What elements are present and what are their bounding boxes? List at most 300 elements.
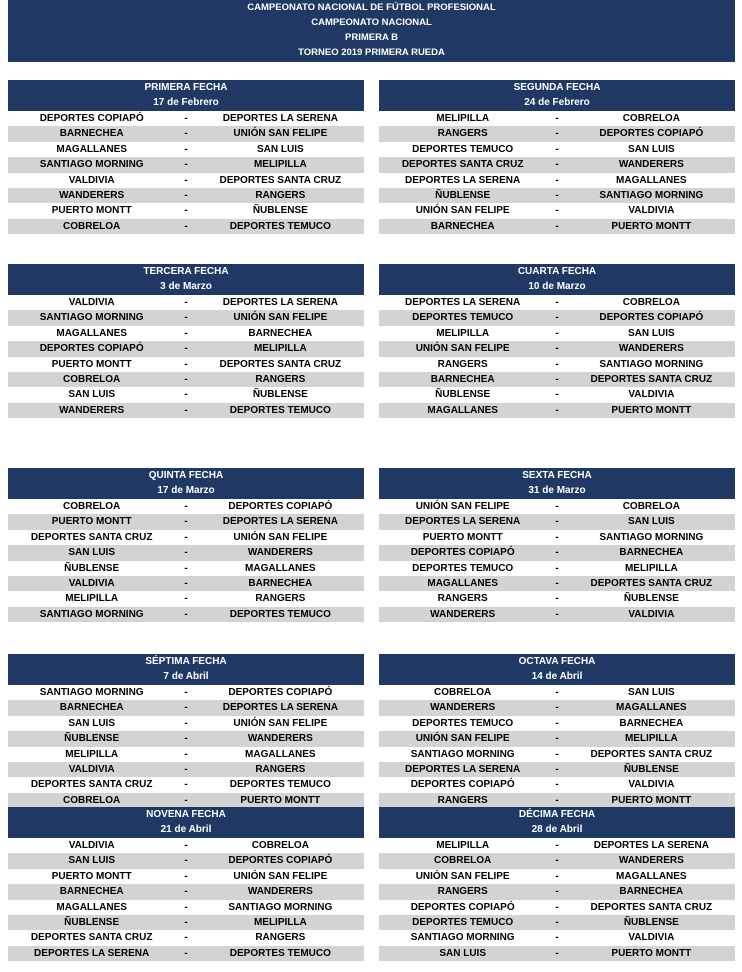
home-team: DEPORTES LA SERENA (34, 947, 150, 959)
fecha-title: QUINTA FECHA (148, 470, 224, 481)
separator: - (555, 593, 559, 605)
home-team: PUERTO MONTT (51, 516, 132, 528)
home-team: SANTIAGO MORNING (39, 159, 144, 171)
away-team: DEPORTES SANTA CRUZ (590, 373, 713, 385)
away-team: VALDIVIA (628, 932, 675, 944)
match-row (379, 126, 735, 141)
fecha-header (379, 468, 735, 499)
away-team: ÑUBLENSE (252, 389, 308, 401)
away-team: MAGALLANES (245, 748, 316, 760)
separator: - (184, 840, 188, 851)
separator: - (555, 733, 559, 745)
separator: - (184, 343, 188, 355)
match-list (8, 685, 364, 808)
home-team: MELIPILLA (436, 327, 490, 339)
separator: - (555, 547, 559, 559)
home-team: DEPORTES LA SERENA (405, 763, 521, 775)
away-team: RANGERS (255, 189, 306, 201)
home-team: DEPORTES LA SERENA (405, 516, 521, 528)
home-team: DEPORTES TEMUCO (412, 717, 514, 729)
away-team: BARNECHEA (248, 577, 313, 589)
separator: - (184, 702, 188, 714)
separator: - (184, 389, 188, 401)
separator: - (184, 531, 188, 543)
home-team: MELIPILLA (65, 593, 119, 605)
fecha-header (379, 654, 735, 685)
match-row (8, 295, 364, 310)
home-team: DEPORTES COPIAPÓ (410, 547, 515, 559)
fecha-block (8, 80, 364, 234)
match-row (379, 731, 735, 746)
fecha-title: OCTAVA FECHA (518, 656, 596, 667)
fecha-title: SEGUNDA FECHA (513, 82, 601, 93)
match-row (8, 545, 364, 560)
match-row (379, 219, 735, 234)
home-team: WANDERERS (59, 404, 125, 416)
match-row (379, 716, 735, 731)
home-team: ÑUBLENSE (64, 562, 120, 574)
separator: - (184, 358, 188, 370)
match-row (379, 111, 735, 126)
away-team: DEPORTES LA SERENA (222, 297, 338, 308)
away-team: PUERTO MONTT (240, 794, 321, 806)
separator: - (555, 870, 559, 882)
separator: - (184, 547, 188, 559)
separator: - (184, 947, 188, 959)
fecha-block (379, 654, 735, 808)
separator: - (555, 174, 559, 186)
away-team: COBRELOA (251, 840, 309, 851)
fecha-block (8, 468, 364, 622)
separator: - (184, 516, 188, 528)
fecha-date: 17 de Febrero (153, 97, 219, 108)
home-team: DEPORTES TEMUCO (412, 312, 514, 324)
home-team: UNIÓN SAN FELIPE (415, 205, 510, 217)
match-row (379, 777, 735, 792)
fecha-block (8, 264, 364, 418)
match-row (379, 530, 735, 545)
away-team: SAN LUIS (627, 143, 675, 155)
away-team: DEPORTES COPIAPÓ (228, 855, 333, 867)
fecha-title: CUARTA FECHA (517, 266, 597, 277)
match-row (8, 219, 364, 234)
match-list (8, 838, 364, 961)
home-team: ÑUBLENSE (64, 733, 120, 745)
away-team: SAN LUIS (256, 143, 304, 155)
away-team: DEPORTES TEMUCO (229, 220, 331, 232)
separator: - (555, 516, 559, 528)
separator: - (555, 531, 559, 543)
separator: - (555, 343, 559, 355)
away-team: WANDERERS (618, 855, 684, 867)
separator: - (184, 763, 188, 775)
match-row (379, 142, 735, 157)
separator: - (184, 297, 188, 308)
away-team: PUERTO MONTT (611, 794, 692, 806)
away-team: PUERTO MONTT (611, 220, 692, 232)
away-team: VALDIVIA (628, 608, 675, 620)
match-list (8, 295, 364, 418)
match-row (8, 326, 364, 341)
fecha-block (379, 264, 735, 418)
fecha-date: 3 de Marzo (160, 281, 212, 292)
match-row (379, 576, 735, 591)
separator: - (184, 593, 188, 605)
match-list (379, 111, 735, 234)
away-team: DEPORTES COPIAPÓ (228, 501, 333, 512)
fecha-date: 24 de Febrero (524, 97, 590, 108)
fecha-date: 17 de Marzo (157, 485, 215, 496)
match-row (379, 403, 735, 418)
away-team: PUERTO MONTT (611, 947, 692, 959)
match-row (379, 157, 735, 172)
home-team: SANTIAGO MORNING (39, 687, 144, 698)
home-team: SAN LUIS (68, 855, 115, 867)
away-team: BARNECHEA (619, 717, 684, 729)
fecha-header (379, 807, 735, 838)
home-team: UNIÓN SAN FELIPE (415, 343, 510, 355)
home-team: SANTIAGO MORNING (410, 748, 515, 760)
away-team: WANDERERS (247, 733, 313, 745)
document-header (8, 0, 735, 62)
match-row (379, 607, 735, 622)
fecha-header (379, 264, 735, 295)
separator: - (555, 297, 559, 308)
match-row (8, 188, 364, 203)
separator: - (555, 143, 559, 155)
separator: - (555, 327, 559, 339)
match-row (379, 310, 735, 325)
match-row (8, 793, 364, 808)
separator: - (184, 717, 188, 729)
home-team: MAGALLANES (427, 577, 498, 589)
home-team: UNIÓN SAN FELIPE (415, 870, 510, 882)
home-team: DEPORTES TEMUCO (412, 562, 514, 574)
separator: - (184, 794, 188, 806)
fecha-block (379, 80, 735, 234)
away-team: VALDIVIA (628, 389, 675, 401)
home-team: DEPORTES SANTA CRUZ (30, 779, 153, 791)
home-team: COBRELOA (63, 220, 121, 232)
match-row (379, 747, 735, 762)
separator: - (555, 855, 559, 867)
home-team: COBRELOA (63, 373, 121, 385)
away-team: SAN LUIS (627, 516, 675, 528)
home-team: SAN LUIS (68, 717, 115, 729)
match-row (8, 203, 364, 218)
match-list (8, 499, 364, 622)
away-team: RANGERS (255, 593, 306, 605)
home-team: WANDERERS (59, 189, 125, 201)
fecha-date: 28 de Abril (531, 824, 583, 835)
away-team: WANDERERS (618, 159, 684, 171)
match-row (379, 838, 735, 853)
home-team: DEPORTES COPIAPÓ (39, 343, 144, 355)
separator: - (555, 886, 559, 898)
fecha-header (8, 80, 364, 111)
home-team: PUERTO MONTT (51, 205, 132, 217)
separator: - (184, 113, 188, 124)
home-team: COBRELOA (434, 687, 492, 698)
home-team: BARNECHEA (430, 373, 495, 385)
match-row (379, 685, 735, 700)
match-row (8, 685, 364, 700)
separator: - (184, 886, 188, 898)
home-team: DEPORTES TEMUCO (412, 916, 514, 928)
away-team: RANGERS (255, 932, 306, 944)
match-row (8, 561, 364, 576)
separator: - (555, 779, 559, 791)
match-row (8, 700, 364, 715)
match-row (379, 357, 735, 372)
match-row (8, 747, 364, 762)
home-team: MELIPILLA (436, 840, 490, 851)
fecha-header (8, 468, 364, 499)
separator: - (555, 358, 559, 370)
home-team: VALDIVIA (68, 840, 115, 851)
home-team: COBRELOA (434, 855, 492, 867)
home-team: RANGERS (437, 128, 488, 140)
away-team: UNIÓN SAN FELIPE (233, 312, 328, 324)
home-team: DEPORTES SANTA CRUZ (30, 932, 153, 944)
separator: - (555, 763, 559, 775)
separator: - (555, 932, 559, 944)
away-team: MAGALLANES (245, 562, 316, 574)
home-team: BARNECHEA (430, 220, 495, 232)
match-row (8, 514, 364, 529)
match-row (379, 295, 735, 310)
match-row (379, 946, 735, 961)
away-team: BARNECHEA (619, 547, 684, 559)
home-team: DEPORTES SANTA CRUZ (401, 159, 524, 171)
fecha-title: PRIMERA FECHA (144, 82, 228, 93)
separator: - (555, 702, 559, 714)
match-row (8, 576, 364, 591)
separator: - (555, 840, 559, 851)
separator: - (184, 901, 188, 913)
match-row (8, 387, 364, 402)
fecha-date: 7 de Abril (163, 671, 209, 682)
match-row (379, 900, 735, 915)
match-row (379, 341, 735, 356)
fecha-header (8, 654, 364, 685)
home-team: PUERTO MONTT (422, 531, 503, 543)
home-team: DEPORTES LA SERENA (405, 297, 521, 308)
match-list (379, 295, 735, 418)
match-row (8, 126, 364, 141)
away-team: DEPORTES LA SERENA (222, 516, 338, 528)
away-team: RANGERS (255, 763, 306, 775)
away-team: SANTIAGO MORNING (228, 901, 333, 913)
match-row (379, 793, 735, 808)
separator: - (184, 733, 188, 745)
away-team: COBRELOA (622, 501, 680, 512)
away-team: MAGALLANES (616, 702, 687, 714)
home-team: RANGERS (437, 794, 488, 806)
separator: - (555, 577, 559, 589)
fecha-header (379, 80, 735, 111)
home-team: VALDIVIA (68, 763, 115, 775)
home-team: DEPORTES TEMUCO (412, 143, 514, 155)
away-team: DEPORTES LA SERENA (593, 840, 709, 851)
away-team: DEPORTES TEMUCO (229, 404, 331, 416)
fecha-title: SEXTA FECHA (522, 470, 592, 481)
separator: - (555, 159, 559, 171)
away-team: COBRELOA (622, 113, 680, 124)
separator: - (555, 205, 559, 217)
home-team: COBRELOA (63, 794, 121, 806)
home-team: UNIÓN SAN FELIPE (415, 733, 510, 745)
match-row (8, 900, 364, 915)
away-team: UNIÓN SAN FELIPE (233, 531, 328, 543)
away-team: DEPORTES COPIAPÓ (228, 687, 333, 698)
away-team: MELIPILLA (253, 916, 307, 928)
match-row (8, 731, 364, 746)
match-row (8, 869, 364, 884)
away-team: WANDERERS (618, 343, 684, 355)
home-team: SANTIAGO MORNING (410, 932, 515, 944)
match-row (8, 946, 364, 961)
match-row (8, 884, 364, 899)
match-row (8, 157, 364, 172)
match-list (379, 838, 735, 961)
separator: - (555, 128, 559, 140)
separator: - (184, 373, 188, 385)
match-row (379, 326, 735, 341)
away-team: DEPORTES SANTA CRUZ (219, 358, 342, 370)
match-row (379, 915, 735, 930)
match-list (379, 685, 735, 808)
separator: - (555, 189, 559, 201)
match-row (8, 762, 364, 777)
away-team: DEPORTES SANTA CRUZ (590, 901, 713, 913)
home-team: RANGERS (437, 358, 488, 370)
separator: - (184, 128, 188, 140)
away-team: RANGERS (255, 373, 306, 385)
away-team: VALDIVIA (628, 205, 675, 217)
home-team: ÑUBLENSE (435, 189, 491, 201)
separator: - (184, 577, 188, 589)
match-row (8, 357, 364, 372)
away-team: PUERTO MONTT (611, 404, 692, 416)
away-team: UNIÓN SAN FELIPE (233, 870, 328, 882)
away-team: DEPORTES TEMUCO (229, 779, 331, 791)
home-team: DEPORTES LA SERENA (405, 174, 521, 186)
match-row (8, 930, 364, 945)
away-team: DEPORTES SANTA CRUZ (590, 748, 713, 760)
away-team: UNIÓN SAN FELIPE (233, 717, 328, 729)
separator: - (184, 608, 188, 620)
match-row (379, 561, 735, 576)
match-row (8, 310, 364, 325)
match-row (379, 545, 735, 560)
home-team: BARNECHEA (59, 128, 124, 140)
separator: - (184, 327, 188, 339)
home-team: SAN LUIS (68, 547, 115, 559)
away-team: DEPORTES COPIAPÓ (599, 128, 704, 140)
away-team: MELIPILLA (253, 343, 307, 355)
home-team: MAGALLANES (56, 327, 127, 339)
match-row (379, 514, 735, 529)
separator: - (184, 404, 188, 416)
fecha-title: DÉCIMA FECHA (518, 809, 596, 820)
home-team: WANDERERS (430, 702, 496, 714)
away-team: ÑUBLENSE (252, 205, 308, 217)
separator: - (555, 947, 559, 959)
separator: - (555, 916, 559, 928)
match-row (379, 372, 735, 387)
away-team: MAGALLANES (616, 174, 687, 186)
separator: - (555, 113, 559, 124)
match-row (8, 403, 364, 418)
match-row (379, 387, 735, 402)
match-row (8, 142, 364, 157)
separator: - (555, 389, 559, 401)
separator: - (555, 901, 559, 913)
match-row (8, 530, 364, 545)
fecha-block (379, 468, 735, 622)
separator: - (184, 855, 188, 867)
home-team: MAGALLANES (56, 901, 127, 913)
away-team: SANTIAGO MORNING (599, 189, 704, 201)
away-team: ÑUBLENSE (623, 763, 679, 775)
match-row (379, 203, 735, 218)
separator: - (555, 373, 559, 385)
match-row (8, 591, 364, 606)
home-team: ÑUBLENSE (435, 389, 491, 401)
separator: - (555, 562, 559, 574)
separator: - (555, 748, 559, 760)
match-list (8, 111, 364, 234)
away-team: DEPORTES TEMUCO (229, 608, 331, 620)
away-team: MELIPILLA (624, 733, 678, 745)
separator: - (184, 748, 188, 760)
header-line: CAMPEONATO NACIONAL (311, 17, 432, 28)
separator: - (184, 687, 188, 698)
fecha-title: NOVENA FECHA (146, 809, 226, 820)
away-team: MAGALLANES (616, 870, 687, 882)
away-team: ÑUBLENSE (623, 916, 679, 928)
home-team: PUERTO MONTT (51, 358, 132, 370)
match-row (8, 716, 364, 731)
away-team: DEPORTES COPIAPÓ (599, 312, 704, 324)
away-team: ÑUBLENSE (623, 593, 679, 605)
match-row (8, 341, 364, 356)
separator: - (555, 794, 559, 806)
home-team: BARNECHEA (59, 886, 124, 898)
away-team: BARNECHEA (619, 886, 684, 898)
away-team: SAN LUIS (627, 687, 675, 698)
home-team: VALDIVIA (68, 577, 115, 589)
match-row (8, 499, 364, 514)
separator: - (555, 717, 559, 729)
home-team: MELIPILLA (65, 748, 119, 760)
home-team: MAGALLANES (427, 404, 498, 416)
fecha-date: 14 de Abril (531, 671, 583, 682)
header-line: CAMPEONATO NACIONAL DE FÚTBOL PROFESIONAL (247, 2, 496, 13)
header-line: TORNEO 2019 PRIMERA RUEDA (298, 47, 445, 58)
home-team: VALDIVIA (68, 297, 115, 308)
home-team: PUERTO MONTT (51, 870, 132, 882)
away-team: BARNECHEA (248, 327, 313, 339)
match-row (379, 499, 735, 514)
separator: - (555, 312, 559, 324)
home-team: SANTIAGO MORNING (39, 608, 144, 620)
home-team: COBRELOA (63, 501, 121, 512)
match-row (8, 915, 364, 930)
match-row (8, 173, 364, 188)
separator: - (184, 205, 188, 217)
